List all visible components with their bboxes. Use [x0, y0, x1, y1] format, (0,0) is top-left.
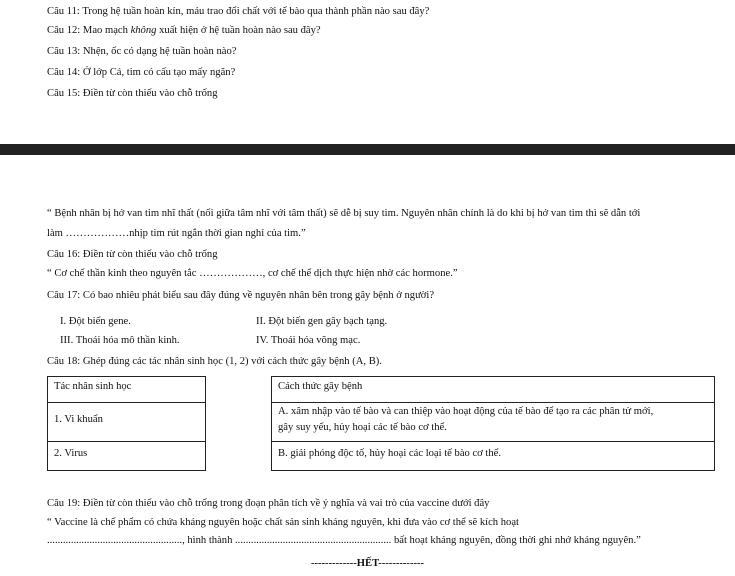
mechanism-table-header: Cách thức gây bệnh: [278, 381, 363, 392]
question-13: Câu 13: Nhện, ốc có dạng hệ tuần hoàn nào?: [47, 46, 237, 57]
agent-row-2: 2. Virus: [54, 448, 88, 459]
agent-table-divider: [48, 402, 205, 403]
q17-option-3: III. Thoái hóa mô thần kinh.: [60, 335, 180, 346]
question-12-emphasis: không: [130, 25, 157, 36]
mechanism-row-a-line-2: gây suy yếu, hủy hoại các tế bào cơ thể.: [278, 422, 447, 433]
question-11: Câu 11: Trong hệ tuần hoàn kín, máu trao đổi chất với tế bào qua thành phần nào sau đây?: [47, 6, 430, 17]
question-12-before: Câu 12: Mao mạch: [47, 25, 131, 36]
question-17: Câu 17: Có bao nhiêu phát biểu sau đây đúng về nguyên nhân bên trong gây bệnh ở người?: [47, 290, 435, 301]
agent-table-divider: [48, 441, 205, 442]
q17-option-2: II. Đột biến gen gây bạch tạng.: [256, 316, 388, 327]
question-12-after: xuất hiện ở hệ tuần hoàn nào sau đây?: [156, 25, 321, 36]
mechanism-row-a-line-1: A. xâm nhập vào tế bào và can thiệp vào hoạt động của tế bào để tạo ra các phân tử mới,: [278, 406, 654, 417]
question-19-line-2: ..................................................., hình thành ........................................................... bất hoạt kháng nguyên, đồng thời ghi nhớ kháng nguyên.”: [47, 535, 641, 546]
mechanism-table-divider: [272, 441, 714, 442]
question-18: Câu 18: Ghép đúng các tác nhân sinh học (1, 2) với cách thức gây bệnh (A, B).: [47, 356, 382, 367]
question-19: Câu 19: Điền từ còn thiếu vào chỗ trống trong đoạn phân tích về ý nghĩa và vai trò của vaccine dưới đây: [47, 498, 490, 509]
question-15: Câu 15: Điền từ còn thiếu vào chỗ trống: [47, 88, 218, 99]
passage-line-1: “ Bệnh nhân bị hở van tim nhĩ thất (nối giữa tâm nhĩ với tâm thất) sẽ dễ bị suy tim. Nguyên nhân chính là do khi bị hở van tim thì sẽ dẫn tới: [47, 208, 641, 219]
mechanism-row-b: B. giải phóng độc tố, hủy hoại các loại tế bào cơ thể.: [278, 448, 502, 459]
mechanism-table-divider: [272, 402, 714, 403]
question-19-line-1: “ Vaccine là chế phẩm có chứa kháng nguyên hoặc chất sản sinh kháng nguyên, khi đưa vào cơ thể sẽ kích hoạt: [47, 517, 519, 528]
q17-option-4: IV. Thoái hóa võng mạc.: [256, 335, 361, 346]
page-separator: [0, 144, 735, 155]
end-marker: -------------HẾT-------------: [310, 558, 425, 569]
agent-table-header: Tác nhân sinh học: [54, 381, 132, 392]
mechanism-table: [271, 376, 715, 471]
question-16: Câu 16: Điền từ còn thiếu vào chỗ trống: [47, 249, 218, 260]
question-16-text: “ Cơ chế thần kinh theo nguyên tắc ………………, cơ chế thể dịch thực hiện nhờ các hormone.”: [47, 268, 458, 279]
question-12: [47, 24, 321, 37]
agent-row-1: 1. Vi khuẩn: [54, 414, 103, 425]
passage-line-2: làm ………………nhịp tim rút ngắn thời gian nghỉ của tim.”: [47, 228, 306, 239]
q17-option-1: I. Đột biến gene.: [60, 316, 131, 327]
agent-table: [47, 376, 206, 471]
question-14: Câu 14: Ở lớp Cá, tim có cấu tạo mấy ngăn?: [47, 67, 236, 78]
